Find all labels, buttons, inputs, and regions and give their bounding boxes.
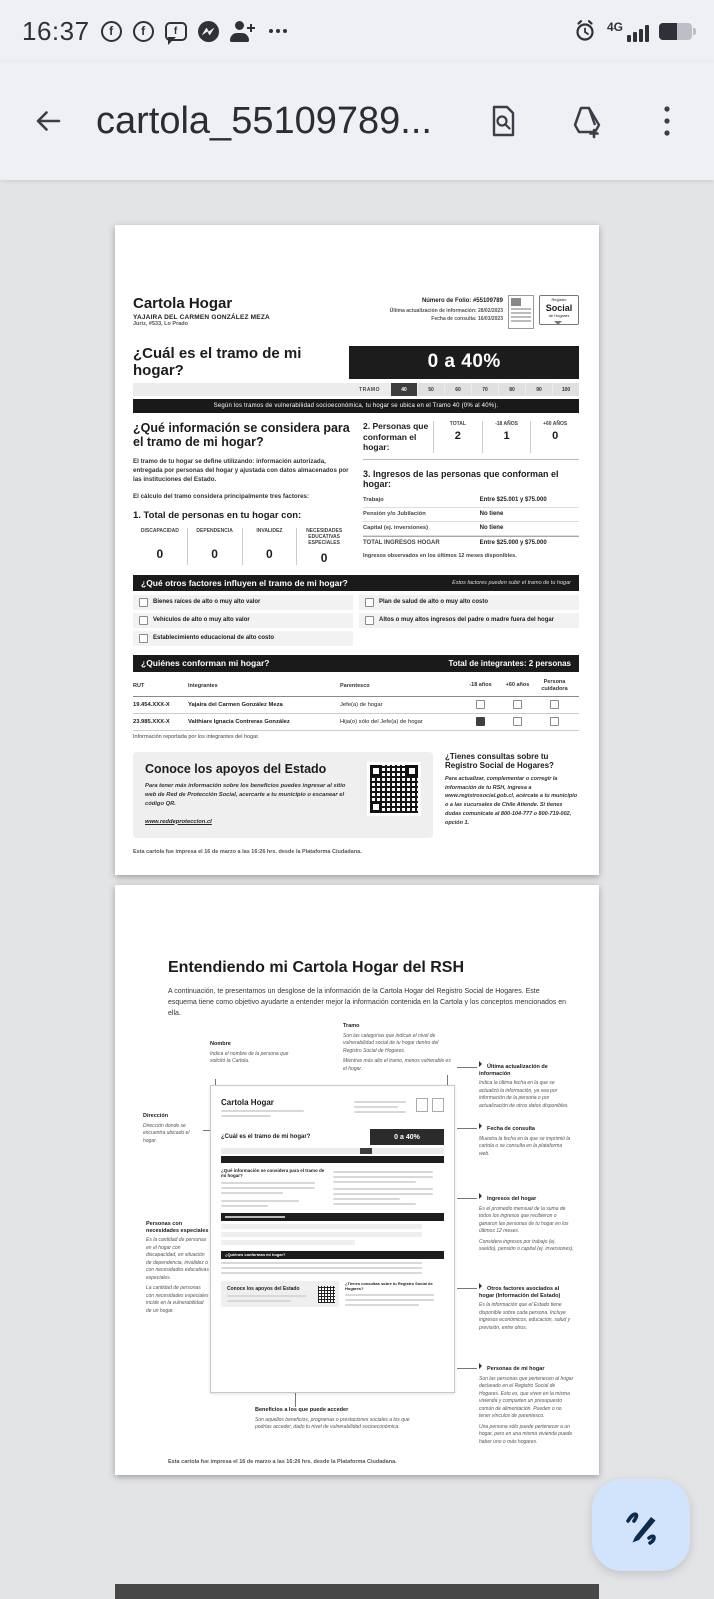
special-needs-table: DISCAPACIDAD 0 DEPENDENCIA 0 INVALIDEZ 0 NECESIDADES EDUCATIVAS ESPECIALES 0	[133, 528, 351, 565]
facebook-icon: f	[133, 21, 154, 42]
factor-item: Altos o muy altos ingresos del padre o madre fuera del hogar	[359, 613, 579, 628]
folio-line: Número de Folio: #55109789	[421, 298, 503, 304]
annotation-personas: Personas de mi hogar Son las personas que pertenecen al hogar declarado en el Registro Social de Hogares. Esto es, que viven en la misma vivienda y comparten un presupuesto común de alimentación. Pueden o no tener vínculos de parentesco. Una persona sólo puede pertenecer a un hogar, pero en una misma vivienda puede haber uno o más hogares.	[479, 1363, 574, 1446]
callout-line	[457, 1368, 477, 1369]
drive-add-button[interactable]	[566, 102, 604, 140]
annotation-consulta: Fecha de consulta Muestra la fecha en la que se imprimió la cartola o se consulta en la plataforma web.	[479, 1123, 574, 1158]
checkbox-icon	[139, 634, 148, 643]
tramo-scale: TRAMO 40 50 60 70 80 90 100	[133, 383, 579, 396]
consulted-line: Fecha de consulta: 16/03/2023	[431, 315, 503, 322]
callout-line	[457, 1198, 477, 1199]
checkbox-icon	[550, 717, 559, 726]
members-table: RUT Integrantes Parentesco -18 años +60 años Persona cuidadora 19.454.XXX-X Yajaira del Carmen González Meza Jefe(a) de hogar 23.985.XXX-X Valthiare Ignacia Contreras González Hija(o) sólo del Jefe(a) de hogar Información reportada por los integrantes del hogar.	[133, 676, 579, 740]
consult-body: Para actualizar, complementar o corregir la información de tu RSH, ingresa a www.registrosocial.gob.cl, acércate a tu municipio o a las sucursales de Chile Atiende. Si tienes dudas comunícate al 800-104-777 o 800-719-002, opción 1.	[445, 775, 578, 826]
support-body: Para tener más información sobre los beneficios puedes ingresar al sitio web de Red de Protección Social, acercarte a tu municipio o escanear el código QR.	[145, 782, 346, 808]
consult-box	[445, 752, 579, 838]
facebook-icon: f	[101, 21, 122, 42]
income-table: Trabajo Entre $25.001 y $75.000 Pensión y/o Jubilación No tiene Capital (ej. inversiones) No tiene TOTAL INGRESOS HOGAR Entre $25.000 y $75.000 Ingresos observados en los últimos 12 meses disponibles.	[363, 494, 579, 559]
qr-code	[367, 762, 421, 816]
registro-social-logo: Registro Social de Hogares	[539, 295, 579, 325]
updated-line: Última actualización de información: 28/02/2023	[389, 307, 503, 314]
factor3-title: 3. Ingresos de las personas que conforman el hogar:	[363, 468, 559, 489]
holder-address: Juriz, #533, Lo Prado	[133, 321, 189, 327]
members-note: Información reportada por los integrantes del hogar.	[133, 733, 260, 740]
info-paragraph-1: El tramo de tu hogar se define utilizando: información autorizada, entregada por personas del hogar y ajustada con datos almacenados por las instituciones del Estado.	[133, 457, 349, 484]
status-bar	[0, 0, 714, 62]
income-note: Ingresos observados en los últimos 12 meses disponibles.	[363, 552, 517, 559]
checkbox-icon	[476, 700, 485, 709]
other-factors-banner: ¿Qué otros factores influyen el tramo de mi hogar? Estos factores pueden subir el tramo de tu hogar	[133, 575, 579, 591]
checkbox-icon	[139, 598, 148, 607]
checkbox-icon	[139, 616, 148, 625]
printed-note: Esta cartola fue impresa el 16 de marzo a las 16:26 hrs. desde la Plataforma Ciudadana.	[168, 1459, 397, 1465]
factor-item: Establecimiento educacional de alto costo	[133, 631, 353, 646]
other-factors-list	[133, 595, 579, 646]
overflow-menu-button[interactable]	[648, 102, 686, 140]
alarm-icon	[573, 19, 597, 43]
info-paragraph-2: El cálculo del tramo considera principalmente tres factores:	[133, 492, 310, 500]
clock-time: 16:37	[22, 15, 90, 46]
annotation-necesidades: Personas con necesidades especiales Es la cantidad de personas en el hogar con discapacidad, en situación de dependencia, invalidez o con necesidades educativas especiales. La cantidad de personas con necesidades especiales incide en la vulnerabilidad de un hogar.	[146, 1221, 209, 1314]
pdf-page-2	[115, 885, 599, 1475]
support-box	[133, 752, 433, 838]
member-row: 23.985.XXX-X Valthiare Ignacia Contreras González Hija(o) sólo del Jefe(a) de hogar	[133, 714, 579, 731]
document-title: cartola_55109789...	[96, 99, 432, 142]
tramo-note-banner: Según los tramos de vulnerabilidad socioeconómica, tu hogar se ubica en el Tramo 40 (0% al 40%).	[133, 399, 579, 413]
annotation-otros-factores: Otros factores asociados al hogar (Información del Estado) Es la información que el Estado tiene disponible sobre cada persona. Incluye ingresos económicos, educación, salud y previsión, entre otros.	[479, 1283, 574, 1332]
checkbox-icon	[550, 700, 559, 709]
annotation-direccion: Dirección Dirección donde se encuentra ubicado el hogar.	[143, 1113, 190, 1144]
printed-note: Esta cartola fue impresa el 16 de marzo a las 16:26 hrs. desde la Plataforma Ciudadana.	[133, 849, 362, 855]
cartola-header	[133, 295, 579, 329]
next-page-sliver	[115, 1584, 599, 1599]
more-notifications-icon	[266, 22, 287, 40]
page2-title: Entendiendo mi Cartola Hogar del RSH	[168, 959, 465, 976]
ministry-logo	[508, 295, 534, 329]
info-heading: ¿Qué información se considera para el tramo de mi hogar?	[133, 421, 350, 450]
battery-icon	[659, 23, 692, 40]
household-count-table: 2. Personas que conforman el hogar: TOTAL 2 -18 AÑOS 1 +60 AÑOS 0	[363, 421, 579, 460]
signature-pen-icon	[618, 1502, 664, 1548]
annotation-nombre: Nombre Indica el nombre de la persona que solicitó la Cartola.	[210, 1041, 289, 1065]
pdf-page-1	[115, 225, 599, 875]
checkbox-icon	[513, 717, 522, 726]
app-bar	[0, 62, 714, 180]
checkbox-icon	[365, 616, 374, 625]
mini-qr-code	[318, 1286, 335, 1303]
annotation-actualizacion: Última actualización de información Indica la última fecha en la que se actualizó la información, ya sea por información de la persona o por actualización de otros datos disponibles.	[479, 1061, 574, 1110]
factor-item: Plan de salud de alto o muy alto costo	[359, 595, 579, 610]
person-add-icon	[230, 21, 255, 42]
checkbox-checked-icon	[476, 717, 485, 726]
chat-facebook-icon: f	[165, 22, 187, 41]
consult-heading: ¿Tienes consultas sobre tu Registro Social de Hogares?	[445, 751, 554, 770]
back-button[interactable]	[26, 99, 70, 143]
callout-line	[295, 1393, 296, 1407]
mini-cartola-diagram: Cartola Hogar ¿Cuál es el tramo de mi hogar? 0 a 40% ¿Qué información se considera para el tramo de mi hogar? ¿Quiénes conforman mi hogar? Conoce los apoyos del Estado ¿Tienes consultas sobre tu Registro Social de Hogares?	[210, 1085, 455, 1393]
members-banner: ¿Quiénes conforman mi hogar? Total de integrantes: 2 personas	[133, 655, 579, 672]
annotation-beneficios: Beneficios a los que puede acceder Son aquellos beneficios, programas o prestaciones sociales a los que podrías acceder, dado tu nivel de vulnerabilidad socioeconómica.	[255, 1407, 410, 1431]
factor-item: Vehículos de alto o muy alto valor	[133, 613, 353, 628]
checkbox-icon	[513, 700, 522, 709]
annotation-ingresos: Ingresos del hogar Es el promedio mensual de la suma de todos los ingresos que recibieron o ganaron las personas de tu hogar en los últimos 12 meses. Considera ingresos por trabajo (ej. sueldo), pensión o capital (ej. inversiones).	[479, 1193, 574, 1254]
callout-line	[457, 1288, 477, 1289]
factor1-title: 1. Total de personas en tu hogar con:	[133, 509, 302, 521]
support-heading: Conoce los apoyos del Estado	[145, 761, 327, 776]
holder-name: YAJAIRA DEL CARMEN GONZÁLEZ MEZA	[133, 314, 270, 321]
factor-item: Bienes raíces de alto o muy alto valor	[133, 595, 353, 610]
annotate-fab[interactable]	[592, 1479, 690, 1571]
tramo-value: 0 a 40%	[349, 346, 579, 379]
member-row: 19.454.XXX-X Yajaira del Carmen González Meza Jefe(a) de hogar	[133, 697, 579, 714]
callout-line	[457, 1067, 477, 1068]
messenger-icon	[198, 21, 219, 42]
tramo-question: ¿Cuál es el tramo de mi hogar?	[133, 345, 302, 379]
annotation-tramo: Tramo Son las categorías que indican el nivel de vulnerabilidad social de tu hogar dentro del Registro Social de Hogares. Mientras más alto el tramo, menos vulnerable es el hogar.	[343, 1023, 451, 1072]
checkbox-icon	[365, 598, 374, 607]
page2-intro: A continuación, te presentamos un desglose de la información de la Cartola Hogar del Registro Social de Hogares. Este esquema tiene como objetivo ayudarte a entender mejor la información contenida en la Cartola y los conceptos mencionados en ella.	[168, 988, 567, 1017]
support-link[interactable]: www.reddeproteccion.cl	[145, 818, 212, 825]
signal-icon: 4G	[607, 21, 649, 42]
find-in-page-button[interactable]	[484, 102, 522, 140]
tramo-cell-selected: 40	[391, 383, 417, 396]
cartola-title: Cartola Hogar	[133, 295, 233, 312]
callout-line	[457, 1128, 477, 1129]
